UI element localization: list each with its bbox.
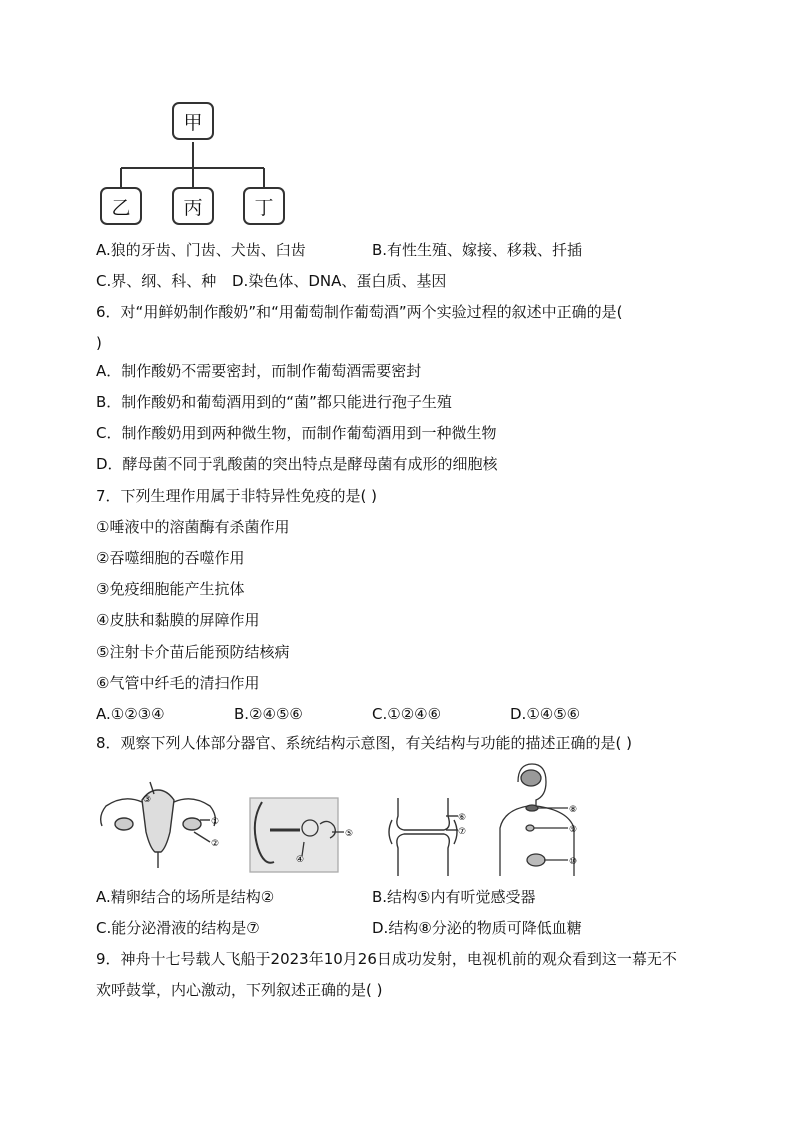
q7-stem: 7．下列生理作用属于非特异性免疫的是( ) [96,487,378,505]
body-endocrine-diagram [494,760,604,878]
q6-option-c: C．制作酸奶用到两种微生物，而制作葡萄酒用到一种微生物 [96,424,497,442]
joint-diagram [384,764,484,879]
label-10: ⑩ [569,857,578,867]
label-8: ⑧ [569,805,578,815]
q8-stem: 8．观察下列人体部分器官、系统结构示意图，有关结构与功能的描述正确的是( ) [96,734,633,752]
ear-diagram [244,762,364,877]
q5-option-d: D.染色体、DNA、蛋白质、基因 [232,272,447,290]
label-7: ⑦ [458,827,467,837]
label-3: ③ [143,795,152,805]
q6-stem-line2: ) [96,334,102,352]
q7-item-3: ③免疫细胞能产生抗体 [96,580,245,598]
label-9: ⑨ [569,825,578,835]
label-2: ② [211,839,220,849]
tree-node-child-1: 乙 [100,187,142,225]
q7-option-d: D.①④⑤⑥ [510,705,581,723]
tree-node-top: 甲 [172,102,214,140]
q7-option-c: C.①②④⑥ [372,705,442,723]
q8-option-b: B.结构⑤内有听觉感受器 [372,888,536,906]
q8-option-a: A.精卵结合的场所是结构② [96,888,275,906]
q5-option-c: C.界、纲、科、种 [96,272,217,290]
q7-item-2: ②吞噬细胞的吞噬作用 [96,549,245,567]
q7-item-4: ④皮肤和黏膜的屏障作用 [96,611,260,629]
label-4: ④ [296,855,305,865]
q6-stem-line1: 6．对“用鲜奶制作酸奶”和“用葡萄制作葡萄酒”两个实验过程的叙述中正确的是( [96,303,623,321]
q9-stem-line1: 9．神舟十七号载人飞船于2023年10月26日成功发射，电视机前的观众看到这一幕无不 [96,950,677,968]
tree-node-child-2: 丙 [172,187,214,225]
q5-option-b: B.有性生殖、嫁接、移栽、扦插 [372,241,583,259]
tree-node-child-3: 丁 [243,187,285,225]
q6-option-a: A．制作酸奶不需要密封，而制作葡萄酒需要密封 [96,362,422,380]
q7-item-5: ⑤注射卡介苗后能预防结核病 [96,643,290,661]
q5-option-a: A.狼的牙齿、门齿、犬齿、臼齿 [96,241,306,259]
q7-option-a: A.①②③④ [96,705,165,723]
label-1: ① [211,817,220,827]
q6-option-b: B．制作酸奶和葡萄酒用到的“菌”都只能进行孢子生殖 [96,393,452,411]
q6-option-d: D．酵母菌不同于乳酸菌的突出特点是酵母菌有成形的细胞核 [96,455,498,473]
uterus-diagram [94,760,224,875]
q7-item-1: ①唾液中的溶菌酶有杀菌作用 [96,518,290,536]
q8-option-d: D.结构⑧分泌的物质可降低血糖 [372,919,582,937]
q7-option-b: B.②④⑤⑥ [234,705,303,723]
q9-stem-line2: 欢呼鼓掌，内心激动，下列叙述正确的是( ) [96,981,383,999]
q8-option-c: C.能分泌滑液的结构是⑦ [96,919,260,937]
label-5: ⑤ [345,829,354,839]
q7-item-6: ⑥气管中纤毛的清扫作用 [96,674,260,692]
label-6: ⑥ [458,813,467,823]
